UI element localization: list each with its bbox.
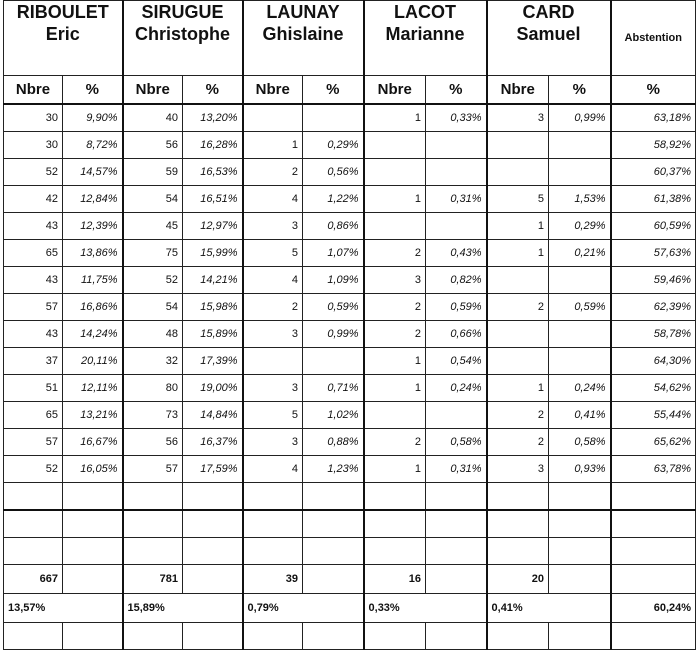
percent-cell: 16,05% (63, 456, 123, 483)
table-row (4, 267, 696, 294)
count-cell: 3 (487, 104, 549, 132)
percent-cell: 17,39% (183, 348, 243, 375)
percent-cell: 1,23% (303, 456, 364, 483)
count-cell: 65 (4, 240, 63, 267)
count-cell: 43 (4, 213, 63, 240)
candidate-header (4, 1, 123, 76)
count-cell: 80 (123, 375, 183, 402)
count-cell: 3 (243, 213, 303, 240)
percent-header: % (426, 76, 487, 105)
abstention-cell: 60,37% (611, 159, 696, 186)
table-row (4, 104, 696, 132)
percent-cell: 0,99% (303, 321, 364, 348)
percent-cell: 12,97% (183, 213, 243, 240)
abstention-cell: 54,62% (611, 375, 696, 402)
percent-cell: 0,86% (303, 213, 364, 240)
count-cell: 5 (243, 240, 303, 267)
percent-cell: 9,90% (63, 104, 123, 132)
totals-percent-row (4, 594, 696, 623)
count-cell (487, 159, 549, 186)
count-cell: 73 (123, 402, 183, 429)
count-cell: 3 (243, 429, 303, 456)
candidate-last-name: CARD (522, 2, 575, 22)
count-cell (487, 321, 549, 348)
percent-cell: 0,59% (303, 294, 364, 321)
table-row (4, 456, 696, 483)
count-cell: 57 (4, 294, 63, 321)
candidate-last-name: LAUNAY (266, 2, 340, 22)
percent-cell: 17,59% (183, 456, 243, 483)
count-cell (243, 104, 303, 132)
total-percent: 0,79% (243, 594, 364, 623)
percent-header: % (303, 76, 364, 105)
percent-cell: 12,39% (63, 213, 123, 240)
data-body (4, 104, 696, 483)
percent-cell (426, 213, 487, 240)
count-cell: 1 (487, 240, 549, 267)
candidate-last-name: LACOT (394, 2, 457, 22)
percent-cell: 16,86% (63, 294, 123, 321)
count-cell: 32 (123, 348, 183, 375)
table-row (4, 429, 696, 456)
percent-cell: 14,57% (63, 159, 123, 186)
abstention-cell: 57,63% (611, 240, 696, 267)
count-cell: 43 (4, 267, 63, 294)
count-cell: 52 (4, 159, 63, 186)
count-cell (364, 132, 426, 159)
percent-cell: 0,58% (549, 429, 611, 456)
percent-cell (303, 348, 364, 375)
count-cell (243, 348, 303, 375)
percent-cell: 0,31% (426, 186, 487, 213)
count-cell: 5 (243, 402, 303, 429)
percent-cell: 15,98% (183, 294, 243, 321)
count-cell: 30 (4, 104, 63, 132)
percent-header: % (611, 76, 696, 105)
count-cell: 4 (243, 456, 303, 483)
abstention-cell: 61,38% (611, 186, 696, 213)
count-cell: 40 (123, 104, 183, 132)
candidate-first-name: Samuel (516, 24, 581, 44)
percent-cell: 0,71% (303, 375, 364, 402)
percent-cell: 1,02% (303, 402, 364, 429)
abstention-cell: 59,46% (611, 267, 696, 294)
percent-cell: 8,72% (63, 132, 123, 159)
count-cell: 4 (243, 186, 303, 213)
table-row (4, 186, 696, 213)
count-cell: 3 (487, 456, 549, 483)
count-cell: 5 (487, 186, 549, 213)
percent-cell: 16,51% (183, 186, 243, 213)
percent-cell: 1,07% (303, 240, 364, 267)
count-cell: 2 (364, 321, 426, 348)
percent-cell: 0,66% (426, 321, 487, 348)
percent-cell: 13,21% (63, 402, 123, 429)
count-cell: 3 (364, 267, 426, 294)
count-cell: 2 (364, 429, 426, 456)
candidate-last-name: RIBOULET (16, 2, 109, 22)
percent-cell: 14,24% (63, 321, 123, 348)
percent-cell (426, 159, 487, 186)
percent-cell: 16,67% (63, 429, 123, 456)
percent-cell (426, 132, 487, 159)
percent-cell: 0,93% (549, 456, 611, 483)
percent-cell: 1,09% (303, 267, 364, 294)
count-cell: 2 (364, 294, 426, 321)
count-cell: 1 (364, 456, 426, 483)
count-cell: 45 (123, 213, 183, 240)
spacer-row (4, 538, 696, 565)
total-count: 667 (4, 565, 63, 594)
candidate-last-name: SIRUGUE (141, 2, 224, 22)
count-cell: 54 (123, 294, 183, 321)
count-cell: 56 (123, 132, 183, 159)
count-cell: 56 (123, 429, 183, 456)
count-cell: 1 (364, 375, 426, 402)
count-cell: 3 (243, 321, 303, 348)
abstention-cell: 63,18% (611, 104, 696, 132)
total-count: 781 (123, 565, 183, 594)
percent-cell: 16,37% (183, 429, 243, 456)
count-cell: 30 (4, 132, 63, 159)
candidate-first-name: Eric (45, 24, 80, 44)
count-cell: 1 (364, 104, 426, 132)
percent-header: % (63, 76, 123, 105)
blank-row (4, 483, 696, 511)
total-count: 20 (487, 565, 549, 594)
percent-cell: 16,53% (183, 159, 243, 186)
percent-cell: 11,75% (63, 267, 123, 294)
candidate-first-name: Marianne (385, 24, 465, 44)
count-cell: 1 (364, 186, 426, 213)
abstention-cell: 58,78% (611, 321, 696, 348)
percent-cell: 0,56% (303, 159, 364, 186)
abstention-total: 60,24% (611, 594, 696, 623)
percent-cell: 12,11% (63, 375, 123, 402)
count-cell: 2 (364, 240, 426, 267)
abstention-cell: 64,30% (611, 348, 696, 375)
abstention-cell: 58,92% (611, 132, 696, 159)
total-percent: 15,89% (123, 594, 243, 623)
percent-cell: 20,11% (63, 348, 123, 375)
percent-cell: 0,33% (426, 104, 487, 132)
percent-cell (549, 321, 611, 348)
count-cell (487, 348, 549, 375)
percent-cell (549, 132, 611, 159)
count-cell: 4 (243, 267, 303, 294)
count-cell: 43 (4, 321, 63, 348)
count-cell: 3 (243, 375, 303, 402)
table-row (4, 159, 696, 186)
candidate-first-name: Christophe (135, 24, 231, 44)
count-cell (487, 267, 549, 294)
count-header: Nbre (4, 76, 63, 105)
total-percent: 13,57% (4, 594, 123, 623)
percent-cell: 0,41% (549, 402, 611, 429)
percent-header: % (183, 76, 243, 105)
abstention-cell: 55,44% (611, 402, 696, 429)
percent-cell: 0,59% (426, 294, 487, 321)
percent-cell: 14,21% (183, 267, 243, 294)
percent-cell: 1,22% (303, 186, 364, 213)
percent-cell: 0,43% (426, 240, 487, 267)
table-row (4, 240, 696, 267)
percent-cell: 12,84% (63, 186, 123, 213)
percent-cell (549, 159, 611, 186)
percent-cell: 0,24% (426, 375, 487, 402)
percent-cell: 19,00% (183, 375, 243, 402)
count-header: Nbre (243, 76, 303, 105)
percent-cell: 13,20% (183, 104, 243, 132)
percent-cell: 0,24% (549, 375, 611, 402)
total-percent: 0,41% (487, 594, 611, 623)
percent-cell: 0,82% (426, 267, 487, 294)
subheader-row (4, 76, 696, 105)
percent-cell: 0,59% (549, 294, 611, 321)
percent-cell (303, 104, 364, 132)
table-row (4, 294, 696, 321)
count-cell: 54 (123, 186, 183, 213)
table-row (4, 213, 696, 240)
count-cell: 48 (123, 321, 183, 348)
total-count: 39 (243, 565, 303, 594)
percent-cell: 0,88% (303, 429, 364, 456)
table-row (4, 348, 696, 375)
candidate-header-row (4, 1, 696, 76)
count-cell: 37 (4, 348, 63, 375)
count-cell: 1 (243, 132, 303, 159)
percent-cell: 0,31% (426, 456, 487, 483)
percent-cell: 0,99% (549, 104, 611, 132)
percent-cell: 0,58% (426, 429, 487, 456)
percent-cell: 0,21% (549, 240, 611, 267)
count-header: Nbre (123, 76, 183, 105)
table-row (4, 402, 696, 429)
percent-cell: 16,28% (183, 132, 243, 159)
count-cell (487, 132, 549, 159)
count-cell: 1 (364, 348, 426, 375)
candidate-header (123, 1, 243, 76)
count-cell: 59 (123, 159, 183, 186)
count-cell: 52 (123, 267, 183, 294)
total-count: 16 (364, 565, 426, 594)
table-row (4, 132, 696, 159)
blank-row (4, 623, 696, 650)
percent-cell (549, 267, 611, 294)
totals-count-row (4, 565, 696, 594)
count-cell: 57 (4, 429, 63, 456)
percent-header: % (549, 76, 611, 105)
results-table (3, 0, 696, 650)
percent-cell (426, 402, 487, 429)
abstention-cell: 62,39% (611, 294, 696, 321)
candidate-header (243, 1, 364, 76)
percent-cell: 14,84% (183, 402, 243, 429)
percent-cell: 15,89% (183, 321, 243, 348)
count-cell: 2 (243, 159, 303, 186)
count-cell: 51 (4, 375, 63, 402)
count-cell: 2 (243, 294, 303, 321)
abstention-header: Abstention (611, 1, 696, 76)
count-cell: 2 (487, 429, 549, 456)
percent-cell: 15,99% (183, 240, 243, 267)
spacer-row (4, 510, 696, 538)
abstention-cell: 60,59% (611, 213, 696, 240)
count-cell (364, 213, 426, 240)
count-cell: 42 (4, 186, 63, 213)
percent-cell (549, 348, 611, 375)
percent-cell: 13,86% (63, 240, 123, 267)
count-cell (364, 402, 426, 429)
count-cell: 1 (487, 213, 549, 240)
count-cell: 57 (123, 456, 183, 483)
count-cell: 52 (4, 456, 63, 483)
count-cell: 75 (123, 240, 183, 267)
count-cell: 1 (487, 375, 549, 402)
percent-cell: 0,29% (549, 213, 611, 240)
table-row (4, 321, 696, 348)
count-header: Nbre (364, 76, 426, 105)
total-percent: 0,33% (364, 594, 487, 623)
candidate-header (487, 1, 611, 76)
abstention-cell: 65,62% (611, 429, 696, 456)
count-cell: 65 (4, 402, 63, 429)
count-header: Nbre (487, 76, 549, 105)
table-row (4, 375, 696, 402)
count-cell: 2 (487, 294, 549, 321)
percent-cell: 0,54% (426, 348, 487, 375)
candidate-header (364, 1, 487, 76)
percent-cell: 1,53% (549, 186, 611, 213)
percent-cell: 0,29% (303, 132, 364, 159)
candidate-first-name: Ghislaine (262, 24, 344, 44)
abstention-cell: 63,78% (611, 456, 696, 483)
count-cell (364, 159, 426, 186)
count-cell: 2 (487, 402, 549, 429)
